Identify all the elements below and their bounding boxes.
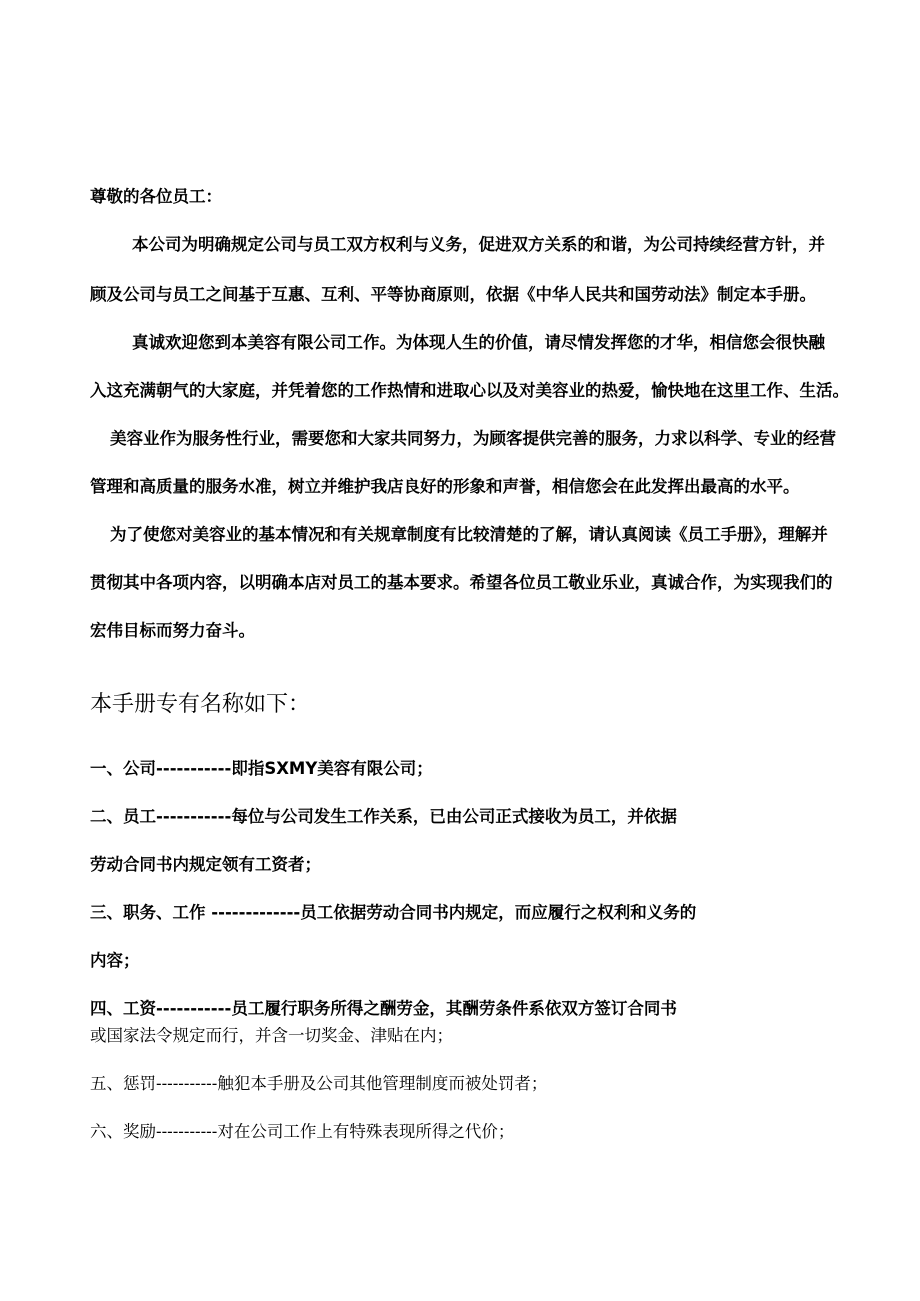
paragraph-3-line-2: 管理和高质量的服务水准，树立并维护我店良好的形象和声誉，相信您会在此发挥出最高的水平。 <box>90 477 800 496</box>
terms-heading: 本手册专有名称如下： <box>90 692 311 717</box>
term-5-line-1: 五、惩罚-----------触犯本手册及公司其他管理制度而被处罚者； <box>90 1074 548 1093</box>
greeting: 尊敬的各位员工： <box>90 187 222 206</box>
paragraph-1-line-1: 本公司为明确规定公司与员工双方权利与义务，促进双方关系的和谐，为公司持续经营方针，并 <box>132 235 825 254</box>
term-4-line-2: 或国家法令规定而行，并含一切奖金、津贴在内； <box>90 1026 453 1045</box>
term-4-line-1: 四、工资-----------员工履行职务所得之酬劳金，其酬劳条件系依双方签订合同书 <box>90 999 677 1018</box>
paragraph-2-line-2: 入这充满朝气的大家庭，并凭着您的工作热情和进取心以及对美容业的热爱，愉快地在这里工作、生活。 <box>90 381 849 400</box>
term-3-line-2: 内容； <box>90 951 140 970</box>
paragraph-4-line-1: 为了使您对美容业的基本情况和有关规章制度有比较清楚的了解，请认真阅读《员工手册》，理解并 <box>110 525 828 544</box>
term-1-line-1: 一、公司-----------即指SXMY美容有限公司； <box>90 759 433 778</box>
paragraph-3-line-1: 美容业作为服务性行业，需要您和大家共同努力，为顾客提供完善的服务，力求以科学、专业的经营 <box>110 429 836 448</box>
paragraph-1-line-2: 顾及公司与员工之间基于互惠、互利、平等协商原则，依据《中华人民共和国劳动法》制定本手册。 <box>90 285 816 304</box>
paragraph-4-line-3: 宏伟目标而努力奋斗。 <box>90 621 255 640</box>
term-2-line-2: 劳动合同书内规定领有工资者； <box>90 855 321 874</box>
paragraph-4-line-2: 贯彻其中各项内容，以明确本店对员工的基本要求。希望各位员工敬业乐业，真诚合作，为实现我们的 <box>90 573 833 592</box>
term-2-line-1: 二、员工-----------每位与公司发生工作关系，已由公司正式接收为员工，并依据 <box>90 807 677 826</box>
term-3-line-1: 三、职务、工作 -------------员工依据劳动合同书内规定，而应履行之权利和义务的 <box>90 903 697 922</box>
term-6-line-1: 六、奖励-----------对在公司工作上有特殊表现所得之代价； <box>90 1122 515 1141</box>
paragraph-2-line-1: 真诚欢迎您到本美容有限公司工作。为体现人生的价值，请尽情发挥您的才华，相信您会很快融 <box>132 333 825 352</box>
